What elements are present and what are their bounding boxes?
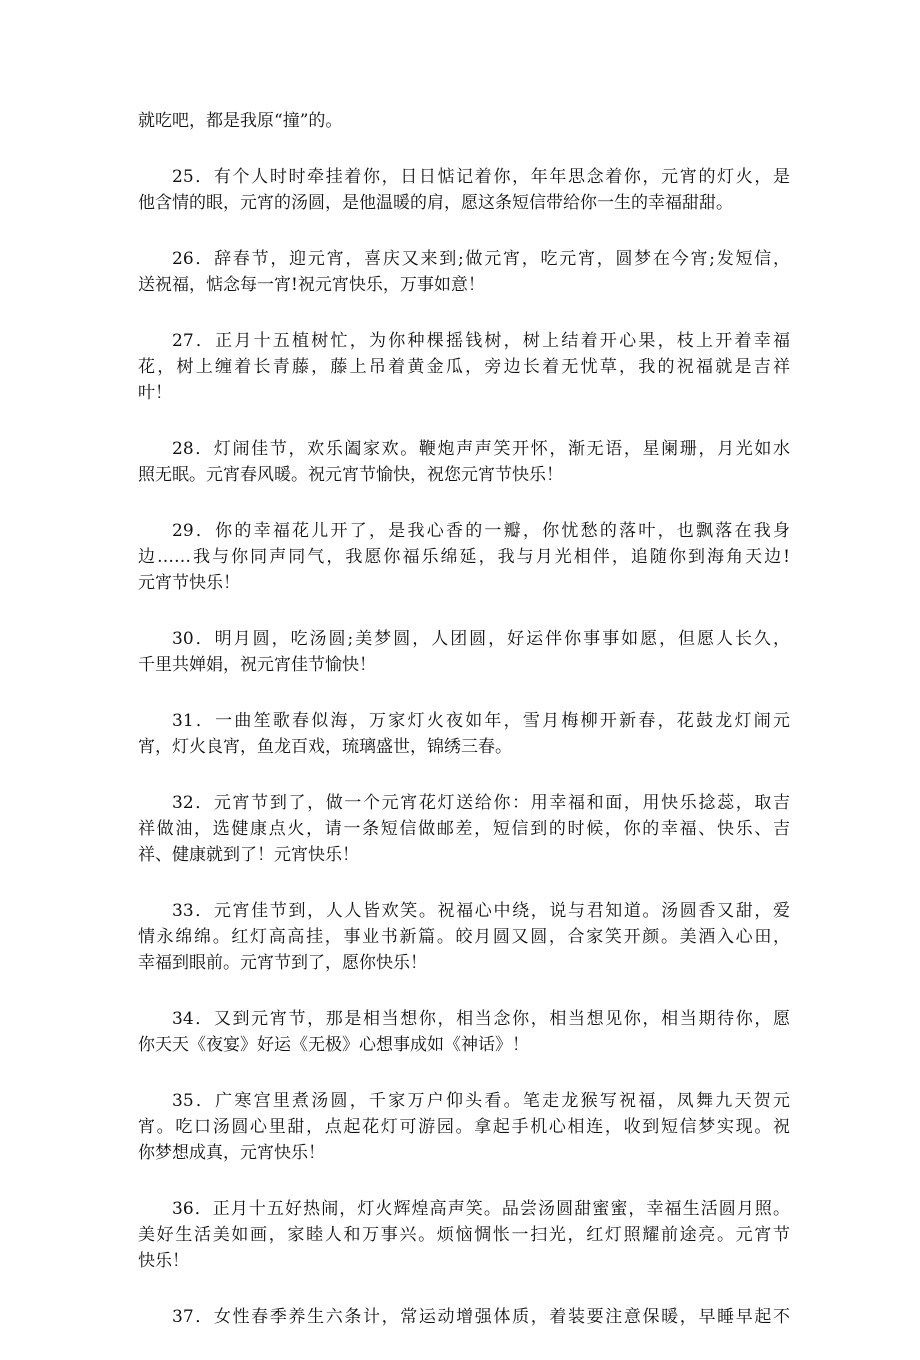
- paragraph: [138, 1006, 790, 1058]
- paragraph-line: 26．辞春节，迎元宵，喜庆又来到;做元宵，吃元宵，圆梦在今宵;发短信，: [172, 249, 790, 269]
- paragraph-line: 30．明月圆，吃汤圆;美梦圆，人团圆，好运伴你事事如愿，但愿人长久，: [172, 629, 790, 649]
- paragraph-line: 送祝福，惦念每一宵!祝元宵快乐，万事如意！: [138, 275, 485, 295]
- paragraph-line: 他含情的眼，元宵的汤圆，是他温暖的肩，愿这条短信带给你一生的幸福甜甜。: [138, 193, 733, 213]
- paragraph-line: 花，树上缠着长青藤，藤上吊着黄金瓜，旁边长着无忧草，我的祝福就是吉祥: [138, 357, 790, 377]
- paragraph: [138, 1088, 790, 1166]
- paragraph-line: 元宵节快乐！: [138, 573, 240, 593]
- paragraph: [138, 164, 790, 216]
- paragraph-line: 你天天《夜宴》好运《无极》心想事成如《神话》！: [138, 1035, 529, 1055]
- paragraph-line: 叶！: [138, 383, 172, 403]
- paragraph: [138, 328, 790, 406]
- paragraph-line: 快乐！: [138, 1251, 189, 1271]
- paragraph-line: 28．灯闹佳节，欢乐阖家欢。鞭炮声声笑开怀，渐无语，星阑珊，月光如水: [172, 439, 790, 459]
- paragraph-line: 32．元宵节到了，做一个元宵花灯送给你：用幸福和面，用快乐捻蕊，取吉: [172, 793, 790, 813]
- paragraph-line: 就吃吧，都是我原“撞”的。: [138, 111, 343, 131]
- paragraph: [138, 246, 790, 298]
- paragraph-line: 宵。吃口汤圆心里甜，点起花灯可游园。拿起手机心相连，收到短信梦实现。祝: [138, 1117, 790, 1137]
- paragraph: [138, 1304, 790, 1330]
- paragraph-line: 37．女性春季养生六条计，常运动增强体质，着装要注意保暖，早睡早起不: [172, 1307, 790, 1327]
- paragraph: [138, 1196, 790, 1274]
- paragraph-line: 情永绵绵。红灯高高挂，事业书新篇。皎月圆又圆，合家笑开颜。美酒入心田，: [138, 927, 790, 947]
- paragraph: [138, 626, 790, 678]
- paragraph: [138, 436, 790, 488]
- paragraph: [138, 790, 790, 868]
- paragraph-line: 照无眠。元宵春风暖。祝元宵节愉快，祝您元宵节快乐！: [138, 465, 563, 485]
- paragraph-line: 祥做油，选健康点火，请一条短信做邮差，短信到的时候，你的幸福、快乐、吉: [138, 819, 790, 839]
- document-body: [138, 108, 790, 1360]
- paragraph-line: 25．有个人时时牵挂着你，日日惦记着你，年年思念着你，元宵的灯火，是: [172, 167, 790, 187]
- paragraph-line: 美好生活美如画，家睦人和万事兴。烦恼惆怅一扫光，红灯照耀前途亮。元宵节: [138, 1225, 790, 1245]
- paragraph-line: 35．广寒宫里煮汤圆，千家万户仰头看。笔走龙猴写祝福，凤舞九天贺元: [172, 1091, 790, 1111]
- paragraph: [138, 898, 790, 976]
- paragraph-line: 27．正月十五植树忙，为你种棵摇钱树，树上结着开心果，枝上开着幸福: [172, 331, 790, 351]
- paragraph: [138, 518, 790, 596]
- paragraph: [138, 708, 790, 760]
- paragraph-line: 宵，灯火良宵，鱼龙百戏，琉璃盛世，锦绣三春。: [138, 737, 512, 757]
- paragraph-line: 幸福到眼前。元宵节到了，愿你快乐！: [138, 953, 427, 973]
- paragraph-line: 31．一曲笙歌春似海，万家灯火夜如年，雪月梅柳开新春，花鼓龙灯闹元: [172, 711, 790, 731]
- paragraph-line: 33．元宵佳节到，人人皆欢笑。祝福心中绕，说与君知道。汤圆香又甜，爱: [172, 901, 790, 921]
- paragraph-line: 你梦想成真，元宵快乐！: [138, 1143, 325, 1163]
- paragraph-line: 36．正月十五好热闹，灯火辉煌高声笑。品尝汤圆甜蜜蜜，幸福生活圆月照。: [172, 1199, 790, 1219]
- paragraph-line: 34．又到元宵节，那是相当想你，相当念你，相当想见你，相当期待你，愿: [172, 1009, 790, 1029]
- paragraph-line: 边……我与你同声同气，我愿你福乐绵延，我与月光相伴，追随你到海角天边!: [138, 547, 790, 567]
- paragraph: [138, 108, 790, 134]
- paragraph-line: 29．你的幸福花儿开了，是我心香的一瓣，你忧愁的落叶，也飘落在我身: [172, 521, 790, 541]
- paragraph-line: 祥、健康就到了！元宵快乐！: [138, 845, 359, 865]
- paragraph-line: 千里共婵娟，祝元宵佳节愉快！: [138, 655, 376, 675]
